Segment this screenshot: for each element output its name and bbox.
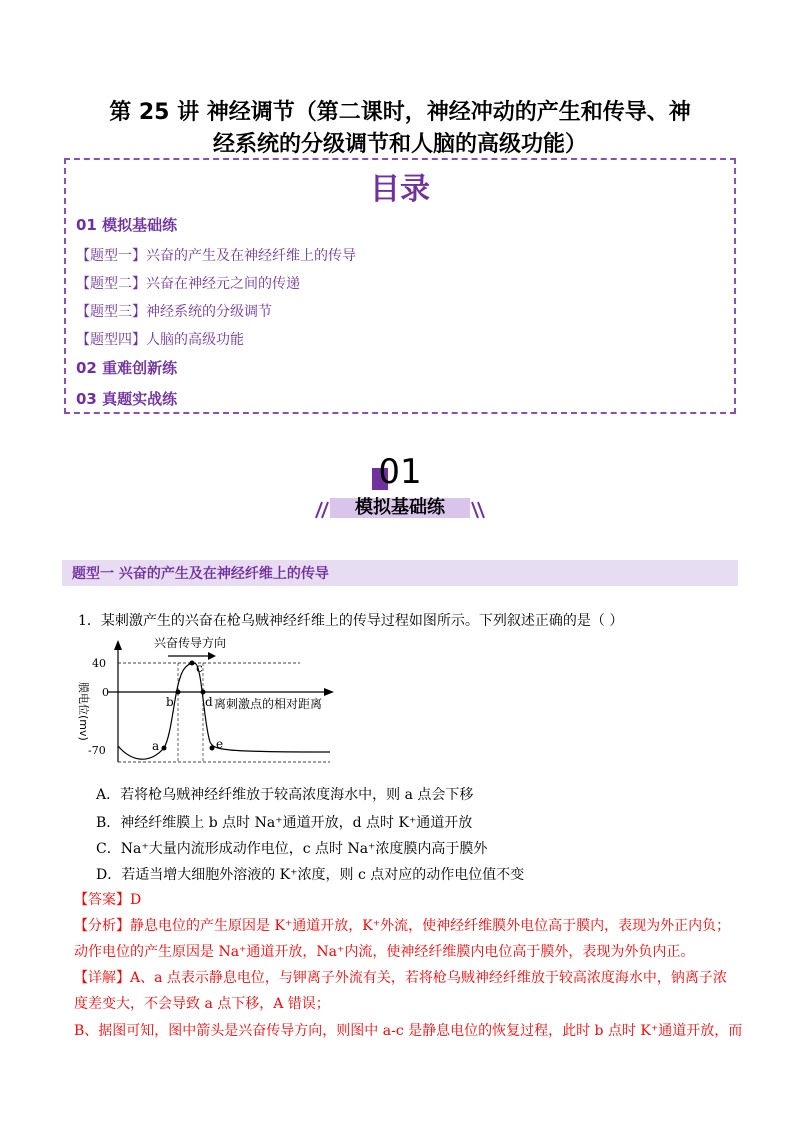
conduction-arrow-head [208, 652, 216, 660]
tick-40: 40 [92, 657, 106, 670]
section-number: 01 [378, 452, 422, 492]
point-d [201, 690, 206, 695]
membrane-potential-figure [68, 634, 348, 774]
toc-item-type4[interactable]: 【题型四】人脑的高级功能 [76, 332, 244, 348]
action-potential-curve [118, 663, 330, 759]
figure-arrow-label: 兴奋传导方向 [154, 636, 227, 650]
option-d-text: 若适当增大细胞外溶液的 K⁺浓度，则 c 点对应的动作电位值不变 [121, 867, 525, 883]
detail-line-1: 【详解】A、a 点表示静息电位，与钾离子外流有关，若将枪乌贼神经纤维放于较高浓度海水中，钠离子浓 [74, 970, 727, 986]
point-e [210, 746, 215, 751]
point-a [162, 746, 167, 751]
point-b [176, 690, 181, 695]
label-c: c [196, 661, 203, 675]
x-axis-arrow [324, 688, 334, 696]
point-c [190, 661, 195, 666]
option-c[interactable] [96, 838, 487, 858]
label-b: b [166, 695, 174, 709]
page-title-line1: 第 25 讲 神经调节（第二课时，神经冲动的产生和传导、神 [109, 100, 691, 125]
page-title-line2: 经系统的分级调节和人脑的高级功能） [212, 132, 587, 157]
analysis-line-2: 动作电位的产生原因是 Na⁺通道开放，Na⁺内流，使神经纤维膜内电位高于膜外，表现为外负内正。 [74, 944, 695, 960]
option-c-text: Na⁺大量内流形成动作电位，c 点时 Na⁺浓度膜内高于膜外 [120, 841, 488, 857]
option-b[interactable] [96, 812, 472, 832]
label-a: a [152, 739, 160, 753]
question-stem: 1．某刺激产生的兴奋在枪乌贼神经纤维上的传导过程如图所示。下列叙述正确的是（ ） [78, 613, 624, 629]
option-d[interactable] [96, 864, 524, 884]
option-a-letter: A． [96, 787, 121, 803]
x-axis-label: 离刺激点的相对距离 [214, 697, 323, 711]
toc-item-type2[interactable]: 【题型二】兴奋在神经元之间的传递 [76, 276, 300, 292]
label-d: d [205, 695, 213, 709]
toc-section-3[interactable]: 03 真题实战练 [76, 390, 178, 408]
section-title: 模拟基础练 [355, 497, 445, 518]
option-c-letter: C． [96, 841, 121, 857]
answer-line: 【答案】D [74, 892, 142, 908]
option-a[interactable] [96, 784, 473, 804]
option-b-text: 神经纤维膜上 b 点时 Na⁺通道开放，d 点时 K⁺通道开放 [120, 815, 473, 831]
label-e: e [216, 737, 224, 751]
tick-0: 0 [102, 686, 109, 699]
question-type-title: 题型一 兴奋的产生及在神经纤维上的传导 [72, 566, 329, 582]
toc-item-type1[interactable]: 【题型一】兴奋的产生及在神经纤维上的传导 [76, 248, 356, 264]
toc-heading: 目录 [370, 172, 430, 207]
detail-line-3: B、据图可知，图中箭头是兴奋传导方向，则图中 a-c 是静息电位的恢复过程，此时 b 点时 K⁺通道开放，而 [74, 1023, 743, 1039]
option-d-letter: D． [96, 867, 122, 883]
analysis-line-1: 【分析】静息电位的产生原因是 K⁺通道开放，K⁺外流，使神经纤维膜外电位高于膜内，表现为外正内负； [74, 918, 731, 934]
toc-section-1[interactable]: 01 模拟基础练 [76, 216, 178, 234]
tick-neg70: -70 [88, 744, 106, 757]
detail-line-2: 度差变大，不会导致 a 点下移，A 错误； [74, 996, 330, 1012]
y-axis-arrow [114, 640, 122, 650]
y-axis-label: 膜电位(mv) [77, 682, 90, 741]
toc-item-type3[interactable]: 【题型三】神经系统的分级调节 [76, 304, 272, 320]
option-b-letter: B． [96, 815, 121, 831]
toc-section-2[interactable]: 02 重难创新练 [76, 359, 178, 377]
option-a-text: 若将枪乌贼神经纤维放于较高浓度海水中，则 a 点会下移 [120, 787, 474, 803]
